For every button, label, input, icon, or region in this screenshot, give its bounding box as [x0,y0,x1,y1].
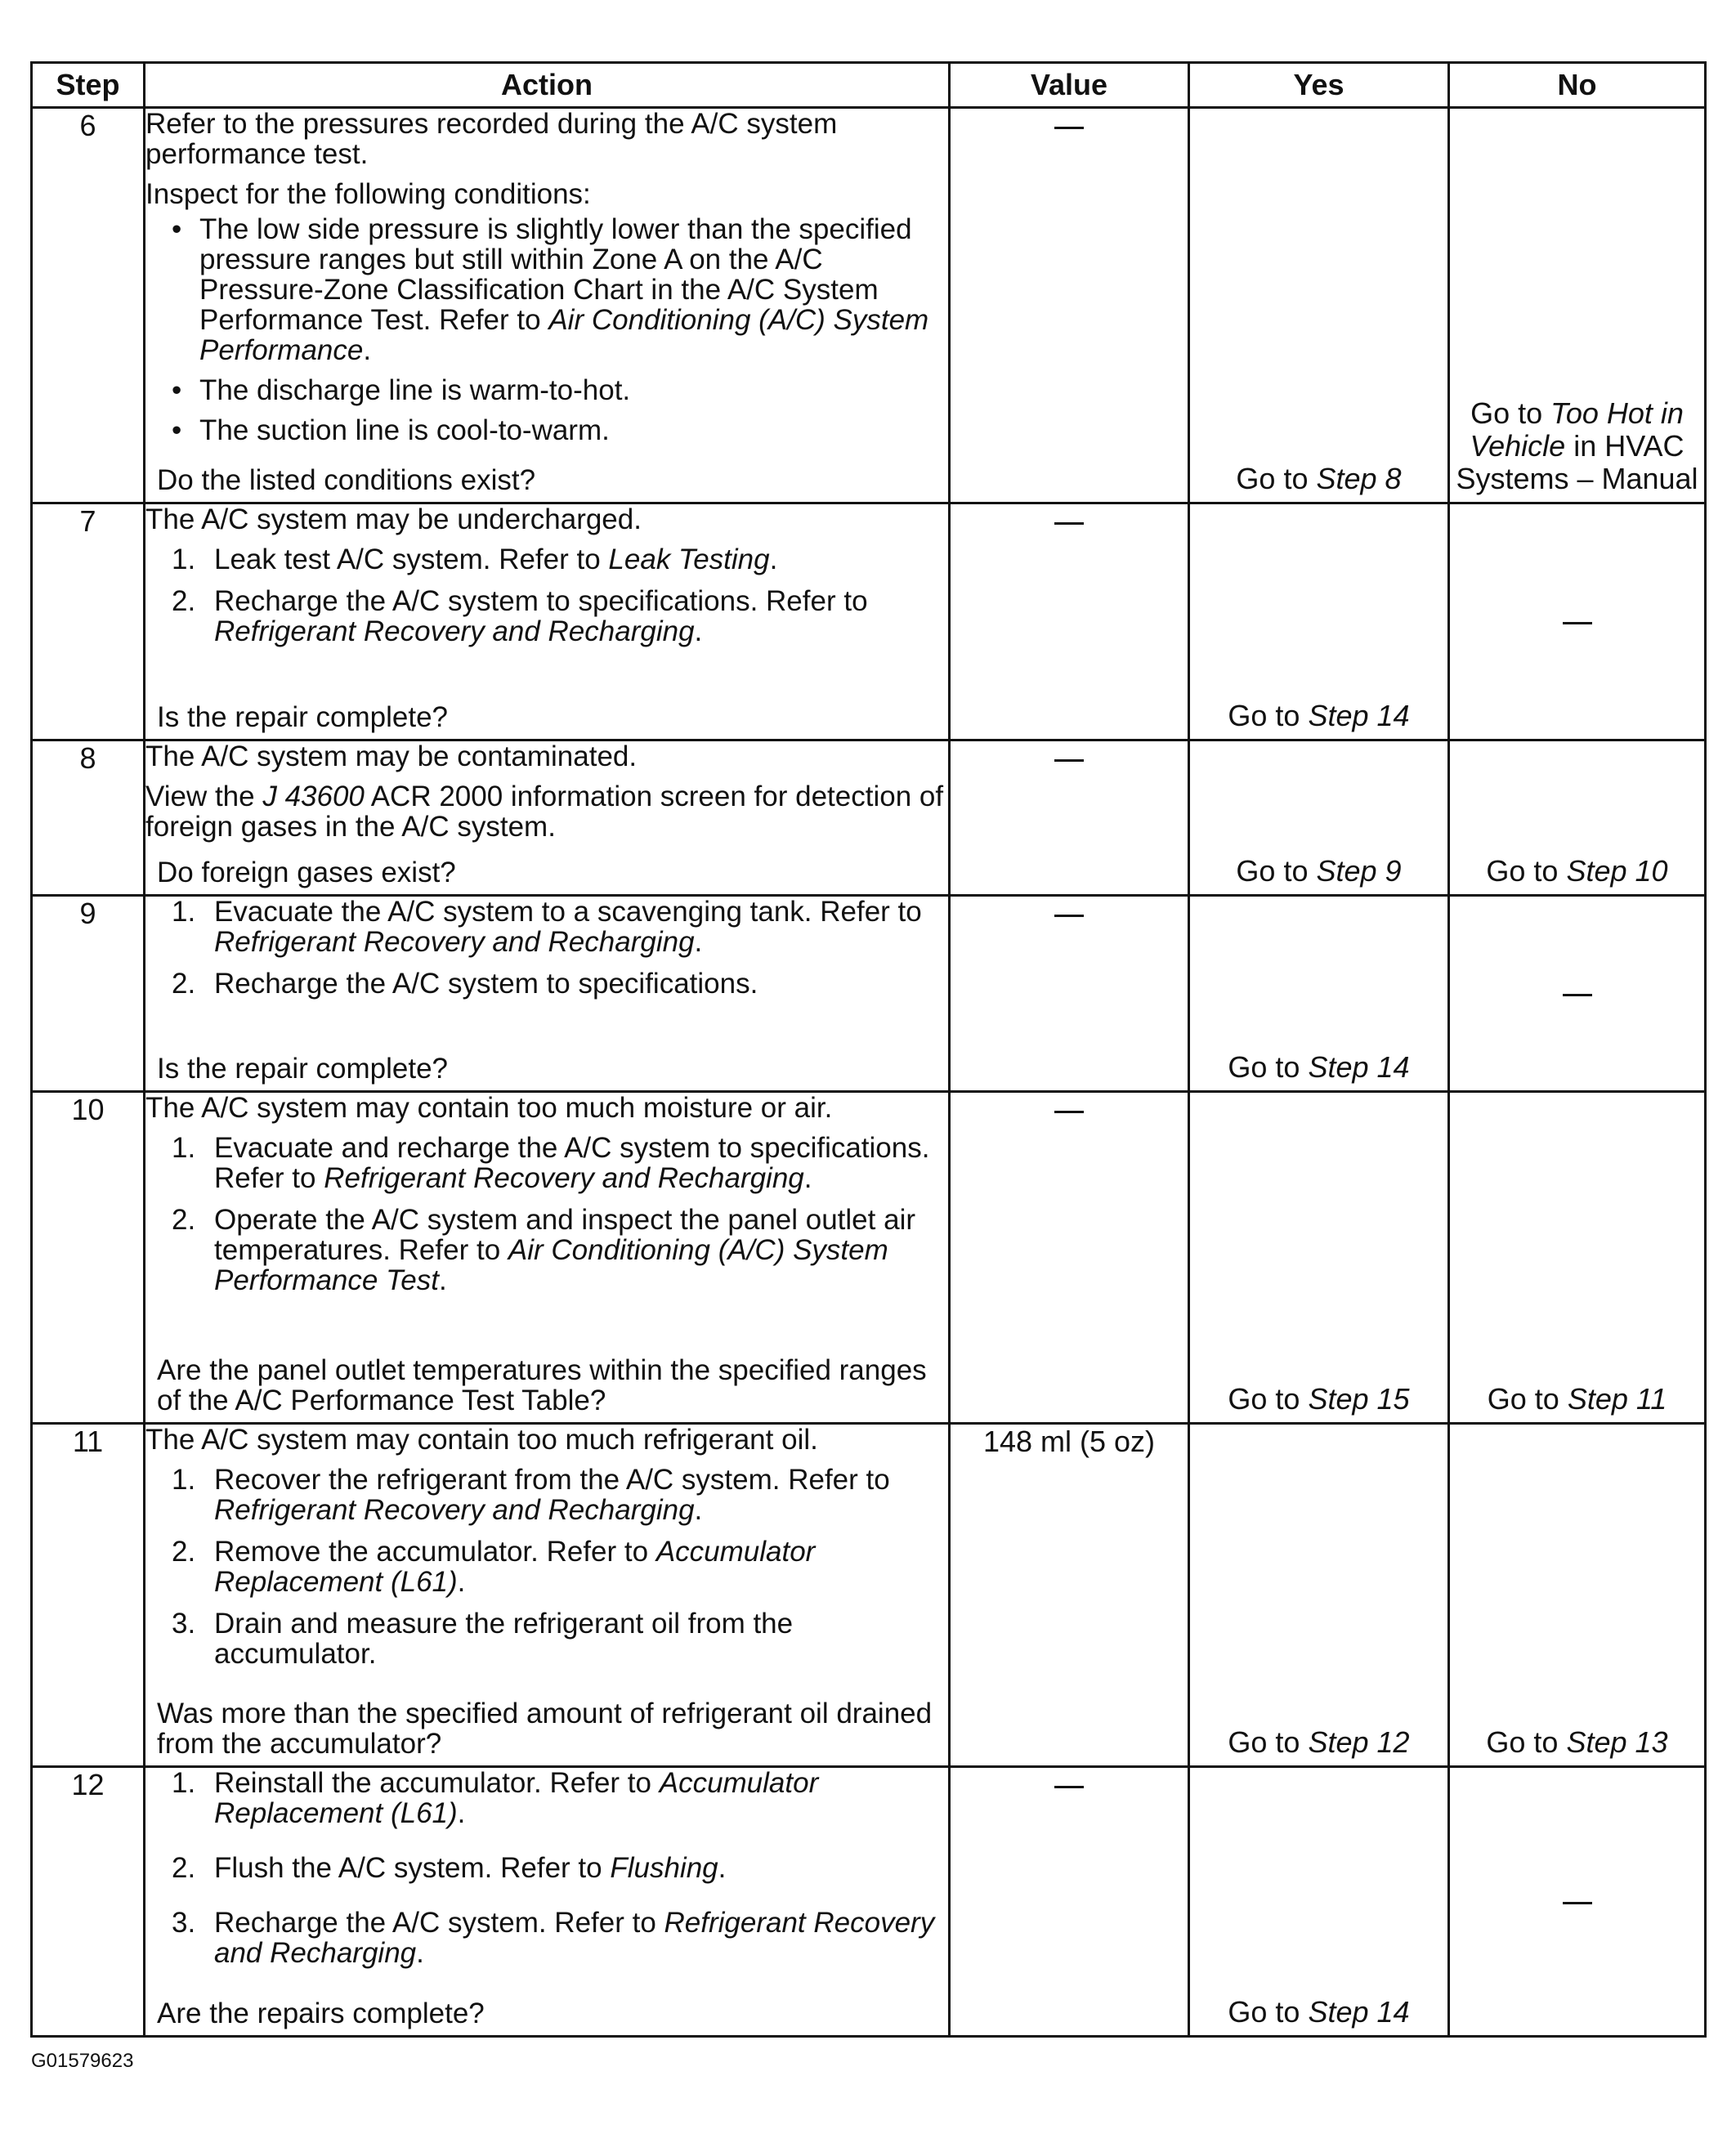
question-text: Do foreign gases exist? [157,857,456,888]
reference-link[interactable]: Refrigerant Recovery and Recharging [214,1907,935,1969]
reference-link[interactable]: Refrigerant Recovery and Recharging [214,1494,695,1526]
action-cell [145,896,950,1092]
reference-link[interactable]: Air Conditioning (A/C) System Performance Test [214,1234,888,1296]
question-text: Is the repair complete? [157,1053,449,1085]
list-item: 2. Remove the accumulator. Refer to Accumulator Replacement (L61). [172,1536,816,1598]
procedure-list [145,1768,948,1968]
list-item: 2. Recharge the A/C system to specifications. [172,968,758,1000]
value-cell [950,1092,1189,1424]
yes-cell: Go to Step 14 [1189,896,1449,1092]
yes-cell: Go to Step 8 [1189,108,1449,503]
step-link[interactable]: Step 11 [1567,1382,1667,1416]
header-no: No [1449,63,1706,108]
yes-cell: Go to Step 12 [1189,1424,1449,1767]
list-item: 2. Recharge the A/C system to specifications. Refer to Refrigerant Recovery and Recharging. [172,585,868,647]
action-cell [145,740,950,896]
list-item: 1. Reinstall the accumulator. Refer to Accumulator Replacement (L61). [172,1767,819,1829]
figure-id: G01579623 [31,2050,134,2072]
question-text: Was more than the specified amount of refrigerant oil drained from the accumulator? [157,1698,933,1760]
reference-link[interactable]: Too Hot in Vehicle [1470,396,1684,463]
header-action: Action [145,63,950,108]
step-link[interactable]: Step 15 [1308,1382,1410,1416]
no-cell: Go to Step 10 [1449,740,1706,896]
list-item: • The low side pressure is slightly lower than the specified pressure ranges but still within Zone A on the A/C Pressure-Zone Classification Chart in the A/C System Performance Test. Refer to Air Conditioning (A/C) System Performance. [199,214,948,365]
action-cell [145,503,950,740]
dash-mark [1054,915,1084,917]
list-item: 2. Operate the A/C system and inspect the panel outlet air temperatures. Refer to Air Conditioning (A/C) System Performance Test. [172,1204,915,1296]
dash-mark [1054,759,1084,762]
no-cell [1449,503,1706,740]
action-cell [145,1767,950,2037]
list-item: 1. Leak test A/C system. Refer to Leak Testing. [172,544,778,575]
list-item: • The suction line is cool-to-warm. [199,415,948,445]
value-cell [950,503,1189,740]
action-text: The A/C system may be contaminated. [145,740,638,772]
header-value: Value [950,63,1189,108]
step-link[interactable]: Step 12 [1308,1725,1410,1759]
action-text: The A/C system may contain too much moisture or air. [145,1092,833,1124]
reference-link[interactable]: Air Conditioning (A/C) System Performance [199,304,929,366]
list-item: 1. Evacuate the A/C system to a scavenging tank. Refer to Refrigerant Recovery and Recharging. [172,896,922,958]
step-link[interactable]: Step 8 [1316,462,1402,495]
table-row-step-7 [32,503,1706,740]
action-cell [145,1424,950,1767]
list-item: 3. Drain and measure the refrigerant oil from the accumulator. [172,1608,794,1670]
reference-link[interactable]: Accumulator Replacement (L61) [214,1767,819,1829]
step-link[interactable]: Step 14 [1308,1995,1410,2029]
dash-mark [1054,1111,1084,1113]
dash-mark [1563,1902,1592,1904]
no-cell: Go to Step 11 [1449,1092,1706,1424]
step-number: 12 [32,1767,145,2037]
procedure-list [145,1465,948,1669]
reference-link[interactable]: Refrigerant Recovery and Recharging [214,615,695,647]
no-cell [1449,1767,1706,2037]
question-text: Are the panel outlet temperatures within the specified ranges of the A/C Performance Test Table? [157,1354,927,1416]
action-text: View the J 43600 ACR 2000 information screen for detection of foreign gases in the A/C system. [145,781,944,843]
value-cell [950,896,1189,1092]
reference-link[interactable]: Accumulator Replacement (L61) [214,1536,816,1598]
step-link[interactable]: Step 14 [1308,699,1410,732]
table-row-step-6 [32,108,1706,503]
question-text: Do the listed conditions exist? [157,464,536,496]
action-cell [145,108,950,503]
no-cell: Go to Step 13 [1449,1424,1706,1767]
list-item: 1. Evacuate and recharge the A/C system to specifications. Refer to Refrigerant Recovery and Recharging. [172,1132,930,1194]
condition-list [145,214,948,445]
value-cell [950,108,1189,503]
action-text: The A/C system may be undercharged. [145,503,642,535]
table-row-step-12 [32,1767,1706,2037]
step-link[interactable]: Step 10 [1566,854,1668,888]
yes-cell: Go to Step 14 [1189,503,1449,740]
list-item: • The discharge line is warm-to-hot. [199,375,948,405]
list-item: 2. Flush the A/C system. Refer to Flushing. [172,1852,727,1884]
list-item: 3. Recharge the A/C system. Refer to Refrigerant Recovery and Recharging. [172,1907,935,1969]
action-text: Inspect for the following conditions: [145,178,591,210]
procedure-list [145,897,948,999]
step-link[interactable]: Step 9 [1316,854,1402,888]
table-row-step-9 [32,896,1706,1092]
procedure-list [145,544,948,646]
value-cell: 148 ml (5 oz) [950,1424,1189,1767]
step-number: 8 [32,740,145,896]
question-text: Are the repairs complete? [157,1998,485,2029]
yes-cell: Go to Step 15 [1189,1092,1449,1424]
no-cell: Go to Too Hot in Vehicle in HVAC Systems – Manual [1449,108,1706,503]
value-cell [950,1767,1189,2037]
dash-mark [1563,622,1592,624]
tool-reference: J 43600 [262,781,365,812]
step-number: 10 [32,1092,145,1424]
table-row-step-8 [32,740,1706,896]
list-item: 1. Recover the refrigerant from the A/C system. Refer to Refrigerant Recovery and Recharging. [172,1464,890,1526]
step-link[interactable]: Step 13 [1566,1725,1668,1759]
no-cell [1449,896,1706,1092]
step-link[interactable]: Step 14 [1308,1050,1410,1084]
dash-mark [1563,994,1592,996]
action-text: Refer to the pressures recorded during the A/C system performance test. [145,108,838,170]
reference-link[interactable]: Leak Testing [608,544,770,575]
value-cell [950,740,1189,896]
dash-mark [1054,127,1084,129]
question-text: Is the repair complete? [157,701,449,733]
step-number: 7 [32,503,145,740]
reference-link[interactable]: Flushing [610,1852,718,1884]
header-row [32,63,1706,108]
yes-cell: Go to Step 14 [1189,1767,1449,2037]
table-row-step-11 [32,1424,1706,1767]
header-step: Step [32,63,145,108]
reference-link[interactable]: Refrigerant Recovery and Recharging [324,1162,804,1194]
step-number: 9 [32,896,145,1092]
action-cell [145,1092,950,1424]
dash-mark [1054,522,1084,525]
table-row-step-10 [32,1092,1706,1424]
step-number: 6 [32,108,145,503]
header-yes: Yes [1189,63,1449,108]
yes-cell: Go to Step 9 [1189,740,1449,896]
action-text: The A/C system may contain too much refrigerant oil. [145,1424,818,1456]
procedure-list [145,1133,948,1295]
reference-link[interactable]: Refrigerant Recovery and Recharging [214,926,695,958]
diagnostic-table [30,61,1707,2038]
step-number: 11 [32,1424,145,1767]
dash-mark [1054,1786,1084,1788]
